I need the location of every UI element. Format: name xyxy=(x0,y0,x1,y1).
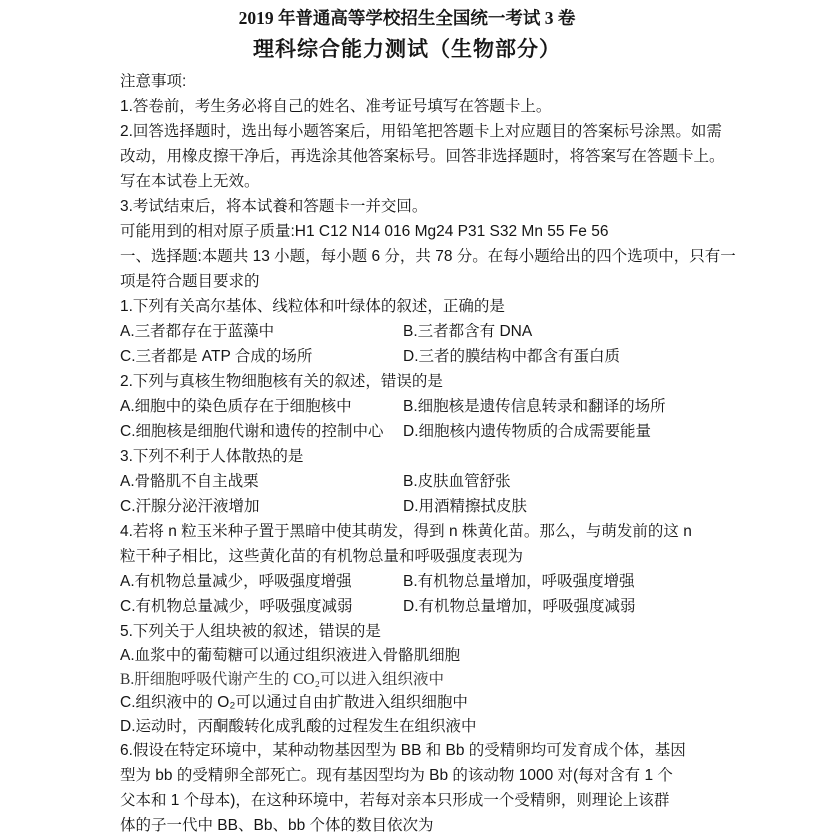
q2-option-d: D.细胞核内遗传物质的合成需要能量 xyxy=(403,423,652,440)
q1-stem: 1.下列有关高尔基体、线粒体和叶绿体的叙述，正确的是 xyxy=(120,298,505,315)
note-line-2-cont: 改动，用橡皮擦干净后，再选涂其他答案标号。回答非选择题时，将答案写在答题卡上。 xyxy=(120,148,725,165)
q2-option-c: C.细胞核是细胞代谢和遗传的控制中心 xyxy=(120,423,384,440)
note-line-3: 3.考试结束后，将本试養和答题卡一并交回。 xyxy=(120,198,428,215)
q3-option-a: A.骨骼肌不自主战栗 xyxy=(120,473,259,490)
q1-option-row-1 xyxy=(120,319,704,344)
q4-option-a: A.有机物总量减少，呼吸强度增强 xyxy=(120,573,352,590)
q4-option-row-2 xyxy=(120,594,704,619)
notes-heading: 注意事项: xyxy=(120,73,187,90)
q4-stem-line-2: 粒干种子相比，这些黄化苗的有机物总量和呼吸强度表现为 xyxy=(120,548,524,565)
note-line-2-end: 写在本试卷上无效。 xyxy=(120,173,260,190)
q5-option-b: B.肝细胞呼吸代谢产生的 CO₂可以进入组织液中 xyxy=(120,670,445,688)
q3-option-row-1 xyxy=(120,469,704,494)
q5-option-a: A.血浆中的葡萄糖可以通过组织液进入骨骼肌细胞 xyxy=(120,647,461,664)
q5-option-c: C.组织液中的 O₂可以通过自由扩散进入组织细胞中 xyxy=(120,694,468,711)
q2-option-row-2 xyxy=(120,419,704,444)
q2-option-b: B.细胞核是遗传信息转录和翻译的场所 xyxy=(403,398,666,415)
q1-option-b: B.三者都含有 DNA xyxy=(403,323,533,340)
q3-option-b: B.皮肤血管舒张 xyxy=(403,473,511,490)
q5-option-d: D.运动时，丙酮酸转化成乳酸的过程发生在组织液中 xyxy=(120,717,477,735)
q6-stem-line-2: 型为 bb 的受精卵全部死亡。现有基因型均为 Bb 的该动物 1000 对(每对含有 1 个 xyxy=(120,767,673,784)
exam-subtitle xyxy=(110,34,704,65)
note-line-2: 2.回答选择题时，选出每小题答案后，用铅笔把答题卡上对应题目的答案标号涂黑。如需 xyxy=(120,123,722,140)
exam-body xyxy=(120,69,736,838)
exam-paper-content xyxy=(120,6,736,838)
q3-option-row-2 xyxy=(120,494,704,519)
exam-title: 2019 年普通高等学校招生全国统一考试 3 卷 xyxy=(238,8,576,28)
q6-stem-line-1: 6.假设在特定环境中，某种动物基因型为 BB 和 Bb 的受精卵均可发育成个体，基因 xyxy=(120,742,686,759)
section-header-line-1: 一、选择题:本题共 13 小题，每小题 6 分，共 78 分。在每小题给出的四个选项中，只有一 xyxy=(120,248,736,265)
q4-option-b: B.有机物总量增加，呼吸强度增强 xyxy=(403,573,635,590)
q3-stem: 3.下列不利于人体散热的是 xyxy=(120,448,304,465)
q2-stem: 2.下列与真核生物细胞核有关的叙述，错误的是 xyxy=(120,373,443,390)
q4-option-row-1 xyxy=(120,569,704,594)
q3-option-c: C.汗腺分泌汗液增加 xyxy=(120,498,260,515)
q3-option-d: D.用酒精擦拭皮肤 xyxy=(403,498,528,515)
section-header-line-2: 项是符合题目要求的 xyxy=(120,273,260,290)
q5-options xyxy=(120,644,704,738)
exam-subtitle-paren: （生物部分） xyxy=(429,37,561,61)
q4-option-c: C.有机物总量减少，呼吸强度减弱 xyxy=(120,598,353,615)
q6-stem-line-4: 体的子一代中 BB、Bb、bb 个体的数目依次为 xyxy=(120,817,434,834)
q4-stem-line-1: 4.若将 n 粒玉米种子置于黑暗中使其萌发，得到 n 株黄化苗。那么，与萌发前的这 n xyxy=(120,523,692,540)
q2-option-a: A.细胞中的染色质存在于细胞核中 xyxy=(120,398,352,415)
exam-subtitle-main: 理科综合能力测试 xyxy=(253,38,429,61)
q1-option-c: C.三者都是 ATP 合成的场所 xyxy=(120,348,313,365)
atomic-mass-line: 可能用到的相对原子质量:H1 C12 N14 016 Mg24 P31 S32 Mn 55 Fe 56 xyxy=(120,223,609,240)
q5-stem: 5.下列关于人组块被的叙述，错误的是 xyxy=(120,623,381,640)
q6-stem-line-3: 父本和 1 个母本)，在这种环境中，若每对亲本只形成一个受精卵，则理论上该群 xyxy=(120,792,670,809)
q1-option-d: D.三者的膜结构中都含有蛋白质 xyxy=(403,348,621,365)
q1-option-row-2 xyxy=(120,344,704,369)
q1-option-a: A.三者都存在于蓝藻中 xyxy=(120,323,275,340)
note-line-1: 1.答卷前，考生务必将自己的姓名、准考证号填写在答题卡上。 xyxy=(120,98,552,115)
q2-option-row-1 xyxy=(120,394,704,419)
q4-option-d: D.有机物总量增加，呼吸强度减弱 xyxy=(403,598,636,615)
